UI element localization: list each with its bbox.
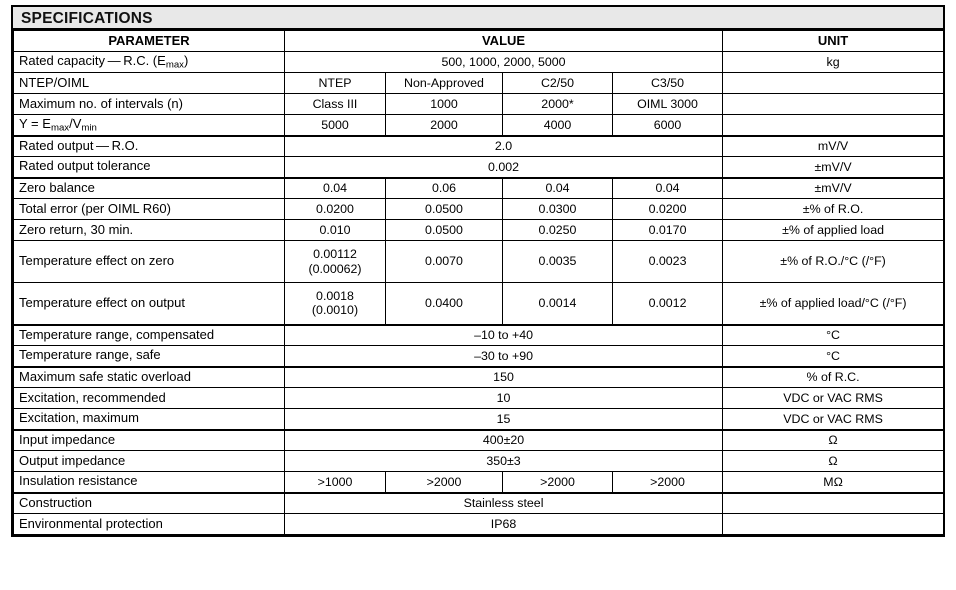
table-row [14,73,944,94]
value-insulation-resistance-col3: >2000 [503,472,613,493]
value-input-impedance: 400±20 [285,430,723,451]
unit-y-emax-vmin [723,115,944,136]
value-temperature-effect-on-zero-col2: 0.0070 [386,241,503,283]
table-row [14,136,944,157]
unit-rated-capacity-r-c-emax: kg [723,52,944,73]
unit-maximum-safe-static-overload: % of R.C. [723,367,944,388]
unit-temperature-effect-on-output: ±% of applied load/°C (/°F) [723,283,944,325]
parameter-zero-balance: Zero balance [14,178,285,199]
column-header-parameter: PARAMETER [14,31,285,52]
table-row [14,283,944,325]
value-temperature-range-compensated: –10 to +40 [285,325,723,346]
parameter-temperature-effect-on-output: Temperature effect on output [14,283,285,325]
table-row [14,367,944,388]
value-maximum-safe-static-overload: 150 [285,367,723,388]
column-header-value: VALUE [285,31,723,52]
value-temperature-effect-on-output-col3: 0.0014 [503,283,613,325]
value-maximum-no-of-intervals-n-col3: 2000* [503,94,613,115]
value-construction: Stainless steel [285,493,723,514]
specifications-title: SPECIFICATIONS [13,7,943,30]
table-row [14,346,944,367]
value-insulation-resistance-col4: >2000 [613,472,723,493]
parameter-ntep-oiml: NTEP/OIML [14,73,285,94]
table-row [14,430,944,451]
parameter-construction: Construction [14,493,285,514]
value-y-emax-vmin-col4: 6000 [613,115,723,136]
value-total-error-per-oiml-r60-col4: 0.0200 [613,199,723,220]
unit-output-impedance: Ω [723,451,944,472]
value-rated-output-tolerance: 0.002 [285,157,723,178]
value-temperature-effect-on-zero-col1: 0.00112 (0.00062) [285,241,386,283]
unit-input-impedance: Ω [723,430,944,451]
value-y-emax-vmin-col2: 2000 [386,115,503,136]
parameter-temperature-range-safe: Temperature range, safe [14,346,285,367]
unit-insulation-resistance: MΩ [723,472,944,493]
table-row [14,514,944,535]
value-excitation-maximum: 15 [285,409,723,430]
value-zero-balance-col1: 0.04 [285,178,386,199]
unit-environmental-protection [723,514,944,535]
table-row [14,409,944,430]
value-zero-return-30-min-col1: 0.010 [285,220,386,241]
value-temperature-effect-on-output-col4: 0.0012 [613,283,723,325]
parameter-zero-return-30-min: Zero return, 30 min. [14,220,285,241]
parameter-maximum-safe-static-overload: Maximum safe static overload [14,367,285,388]
value-excitation-recommended: 10 [285,388,723,409]
unit-ntep-oiml [723,73,944,94]
table-row [14,493,944,514]
value-ntep-oiml-col3: C2/50 [503,73,613,94]
unit-excitation-recommended: VDC or VAC RMS [723,388,944,409]
table-row [14,451,944,472]
parameter-output-impedance: Output impedance [14,451,285,472]
table-row [14,115,944,136]
value-ntep-oiml-col1: NTEP [285,73,386,94]
value-maximum-no-of-intervals-n-col4: OIML 3000 [613,94,723,115]
value-environmental-protection: IP68 [285,514,723,535]
value-temperature-effect-on-output-col1: 0.0018 (0.0010) [285,283,386,325]
value-temperature-effect-on-output-col2: 0.0400 [386,283,503,325]
table-header-row [14,31,944,52]
value-zero-return-30-min-col3: 0.0250 [503,220,613,241]
table-row [14,472,944,493]
unit-zero-return-30-min: ±% of applied load [723,220,944,241]
value-total-error-per-oiml-r60-col2: 0.0500 [386,199,503,220]
value-total-error-per-oiml-r60-col1: 0.0200 [285,199,386,220]
value-y-emax-vmin-col3: 4000 [503,115,613,136]
column-header-unit: UNIT [723,31,944,52]
parameter-environmental-protection: Environmental protection [14,514,285,535]
value-insulation-resistance-col2: >2000 [386,472,503,493]
unit-zero-balance: ±mV/V [723,178,944,199]
value-ntep-oiml-col4: C3/50 [613,73,723,94]
value-temperature-effect-on-zero-col3: 0.0035 [503,241,613,283]
value-zero-balance-col4: 0.04 [613,178,723,199]
parameter-temperature-effect-on-zero: Temperature effect on zero [14,241,285,283]
unit-temperature-range-compensated: °C [723,325,944,346]
parameter-rated-output-tolerance: Rated output tolerance [14,157,285,178]
table-row [14,52,944,73]
value-zero-balance-col2: 0.06 [386,178,503,199]
unit-rated-output-tolerance: ±mV/V [723,157,944,178]
unit-temperature-range-safe: °C [723,346,944,367]
table-row [14,157,944,178]
value-total-error-per-oiml-r60-col3: 0.0300 [503,199,613,220]
parameter-excitation-recommended: Excitation, recommended [14,388,285,409]
parameter-rated-capacity-r-c-emax: Rated capacity — R.C. $(E_{max})$ [14,52,285,73]
table-row [14,199,944,220]
parameter-maximum-no-of-intervals-n: Maximum no. of intervals (n) [14,94,285,115]
value-temperature-effect-on-zero-col4: 0.0023 [613,241,723,283]
table-row [14,241,944,283]
specifications-table-container [11,5,945,537]
parameter-temperature-range-compensated: Temperature range, compensated [14,325,285,346]
table-row [14,220,944,241]
value-y-emax-vmin-col1: 5000 [285,115,386,136]
table-row [14,178,944,199]
table-row [14,388,944,409]
value-zero-return-30-min-col2: 0.0500 [386,220,503,241]
value-zero-balance-col3: 0.04 [503,178,613,199]
value-rated-output-r-o: 2.0 [285,136,723,157]
value-output-impedance: 350±3 [285,451,723,472]
unit-excitation-maximum: VDC or VAC RMS [723,409,944,430]
parameter-total-error-per-oiml-r60: Total error (per OIML R60) [14,199,285,220]
parameter-rated-output-r-o: Rated output — R.O. [14,136,285,157]
value-zero-return-30-min-col4: 0.0170 [613,220,723,241]
unit-rated-output-r-o: mV/V [723,136,944,157]
parameter-input-impedance: Input impedance [14,430,285,451]
value-maximum-no-of-intervals-n-col1: Class III [285,94,386,115]
specifications-table [13,30,944,535]
value-temperature-range-safe: –30 to +90 [285,346,723,367]
value-rated-capacity-r-c-emax: 500, 1000, 2000, 5000 [285,52,723,73]
unit-temperature-effect-on-zero: ±% of R.O./°C (/°F) [723,241,944,283]
unit-construction [723,493,944,514]
table-row [14,325,944,346]
unit-total-error-per-oiml-r60: ±% of R.O. [723,199,944,220]
table-row [14,94,944,115]
parameter-insulation-resistance: Insulation resistance [14,472,285,493]
value-maximum-no-of-intervals-n-col2: 1000 [386,94,503,115]
unit-maximum-no-of-intervals-n [723,94,944,115]
parameter-excitation-maximum: Excitation, maximum [14,409,285,430]
parameter-y-emax-vmin: $Y = E_{max}/V_{min}$ [14,115,285,136]
value-insulation-resistance-col1: >1000 [285,472,386,493]
value-ntep-oiml-col2: Non-Approved [386,73,503,94]
